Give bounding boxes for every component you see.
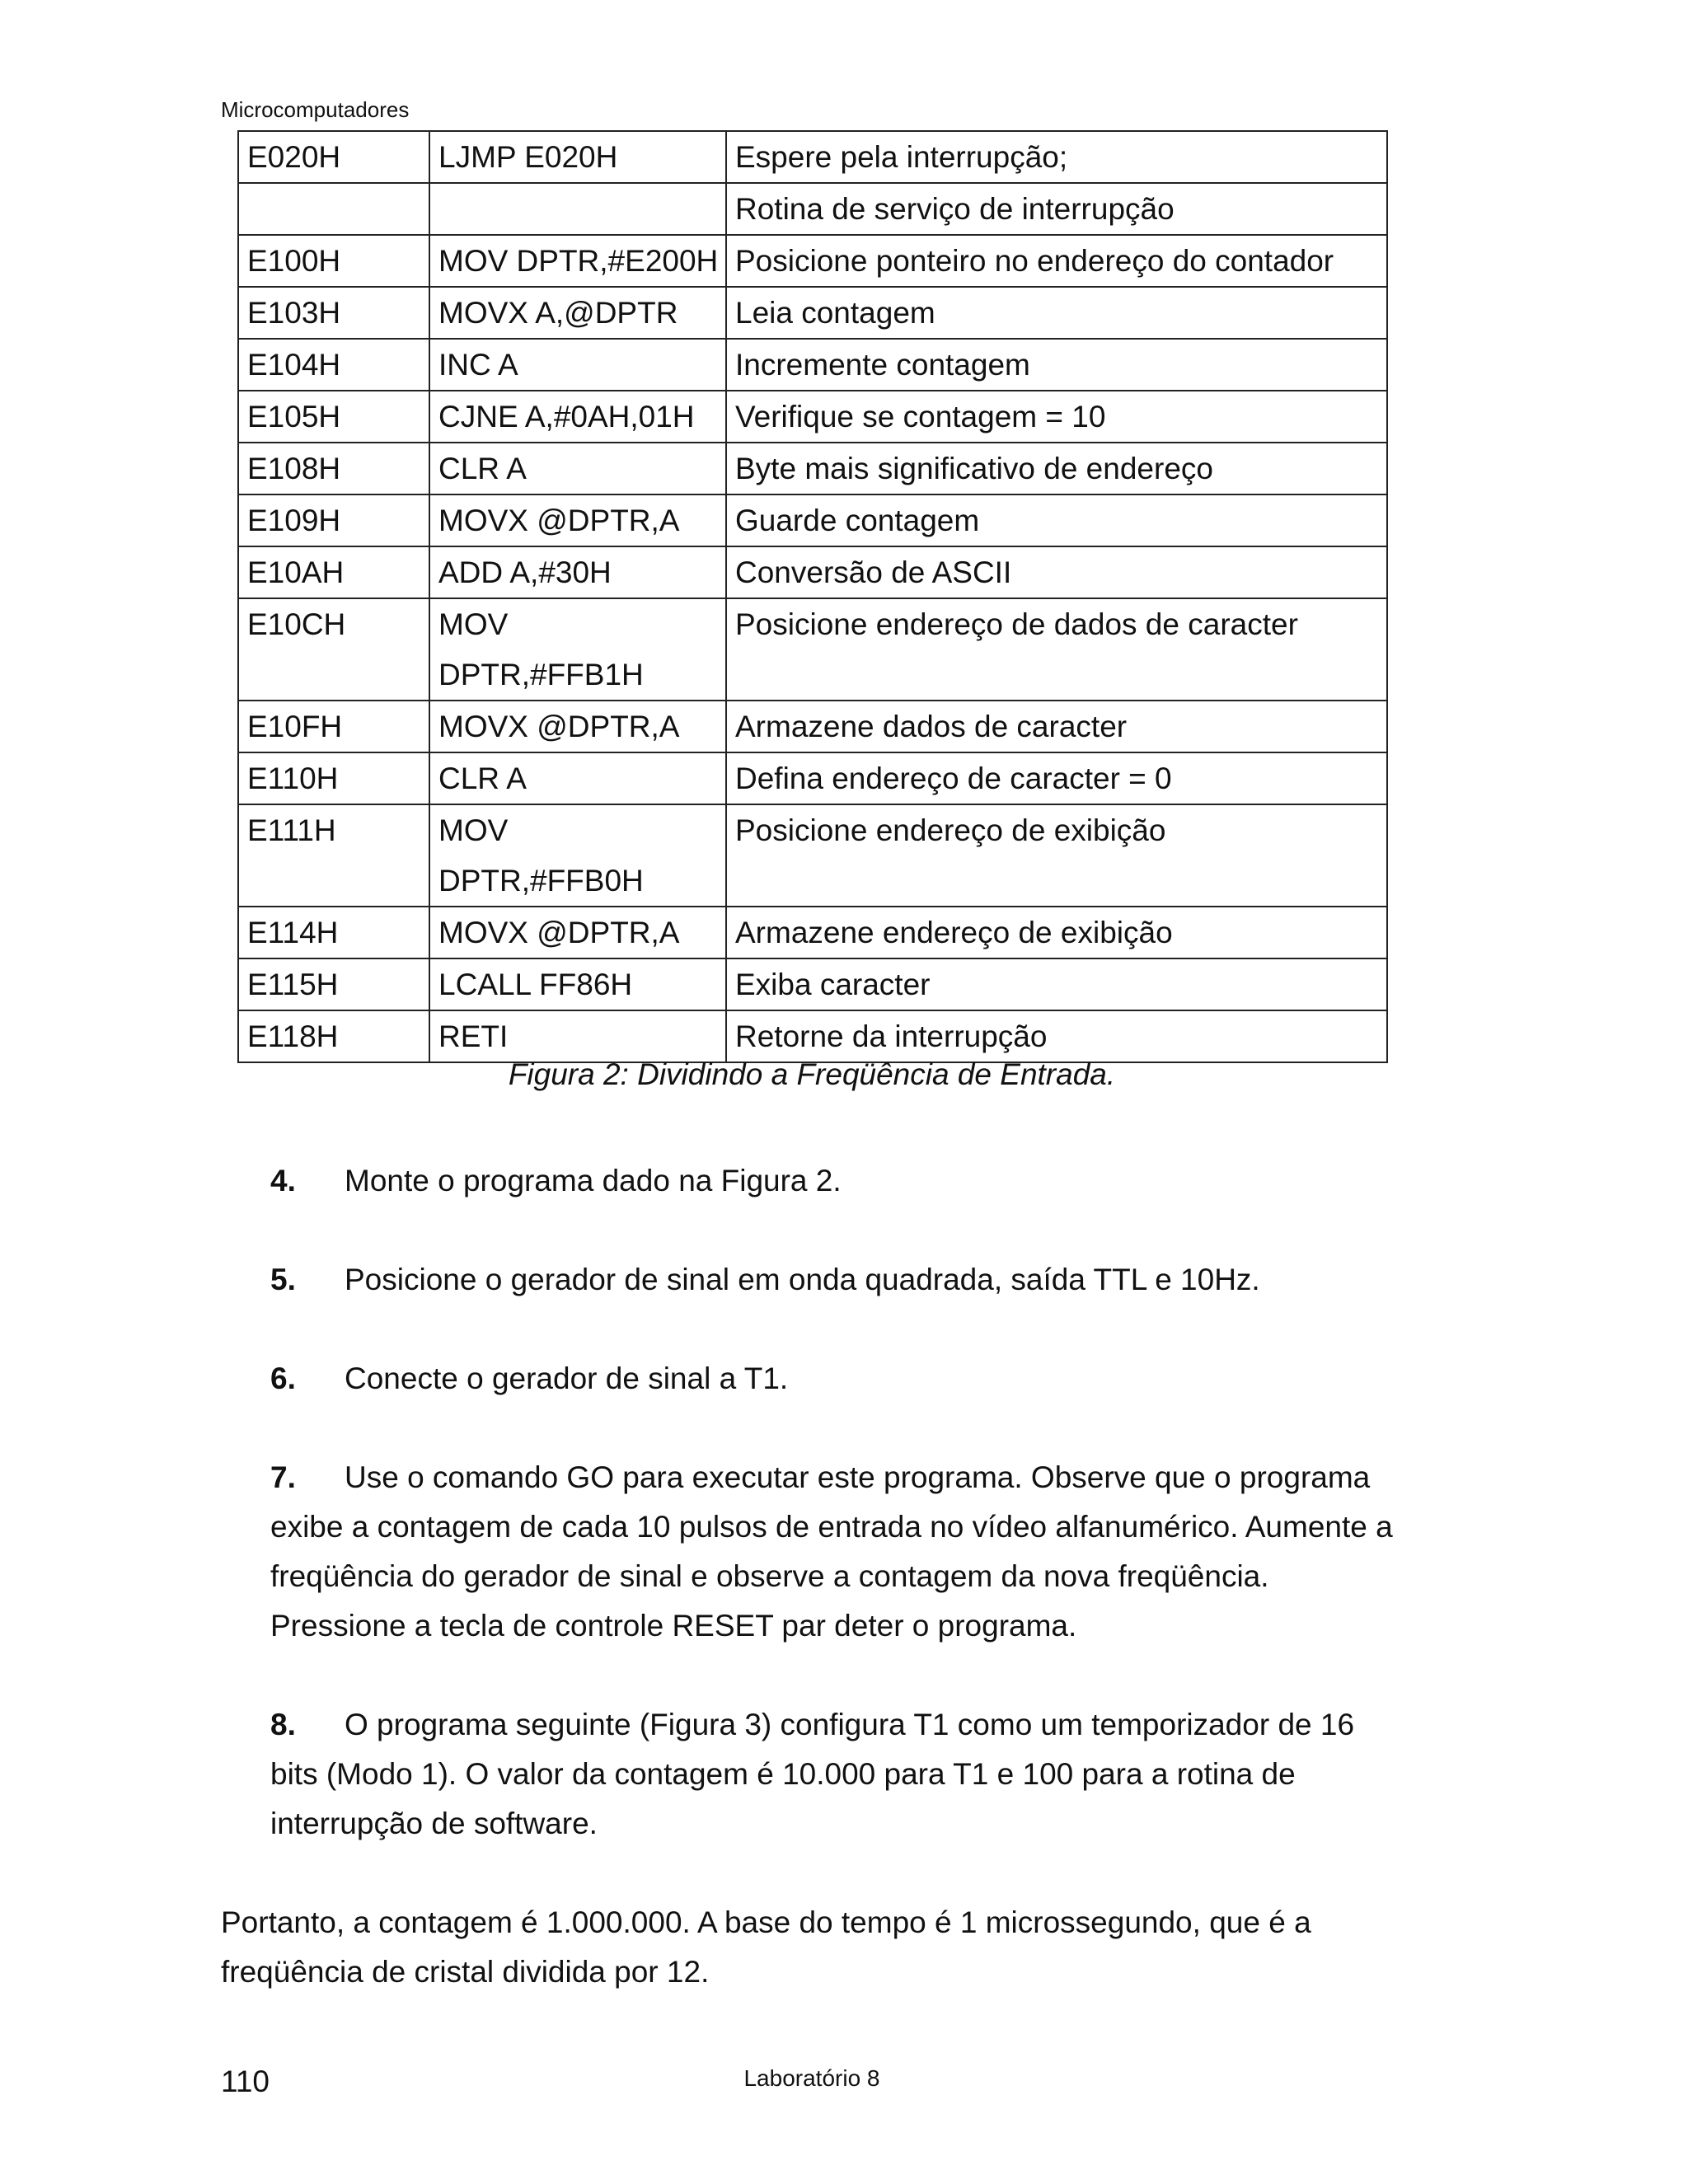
- instruction-cell: MOVX @DPTR,A: [429, 701, 726, 752]
- instruction-cell: INC A: [429, 339, 726, 391]
- address-cell: E10AH: [238, 546, 429, 598]
- step-number: 5.: [270, 1263, 296, 1296]
- figure-caption: Figura 2: Dividindo a Freqüência de Entrada.: [508, 1057, 1116, 1091]
- table-row: [238, 701, 1387, 752]
- table-row: [238, 804, 1387, 907]
- body-paragraph: Portanto, a contagem é 1.000.000. A base do tempo é 1 microssegundo, que é a freqüência de cristal dividida por 12.: [221, 1905, 1311, 1989]
- table-row: [238, 1010, 1387, 1062]
- address-cell: E10FH: [238, 701, 429, 752]
- comment-cell: Armazene endereço de exibição: [726, 907, 1387, 958]
- address-cell: E10CH: [238, 598, 429, 701]
- step-item: [270, 1255, 1408, 1305]
- table-row: [238, 443, 1387, 494]
- table-row: [238, 752, 1387, 804]
- address-cell: [238, 183, 429, 235]
- page-number: 110: [221, 2064, 270, 2098]
- address-cell: E115H: [238, 958, 429, 1010]
- address-cell: E114H: [238, 907, 429, 958]
- address-cell: E118H: [238, 1010, 429, 1062]
- table-row: [238, 287, 1387, 339]
- comment-cell: Byte mais significativo de endereço: [726, 443, 1387, 494]
- comment-cell: Defina endereço de caracter = 0: [726, 752, 1387, 804]
- instruction-cell: MOV DPTR,#E200H: [429, 235, 726, 287]
- address-cell: E108H: [238, 443, 429, 494]
- table-row: [238, 494, 1387, 546]
- instruction-cell: MOV DPTR,#FFB1H: [429, 598, 726, 701]
- address-cell: E109H: [238, 494, 429, 546]
- comment-cell: Guarde contagem: [726, 494, 1387, 546]
- address-cell: E020H: [238, 131, 429, 183]
- instruction-cell: CLR A: [429, 752, 726, 804]
- step-text: Posicione o gerador de sinal em onda quadrada, saída TTL e 10Hz.: [345, 1263, 1260, 1296]
- comment-cell: Verifique se contagem = 10: [726, 391, 1387, 443]
- instruction-cell: LCALL FF86H: [429, 958, 726, 1010]
- instruction-cell: [429, 183, 726, 235]
- instruction-cell: LJMP E020H: [429, 131, 726, 183]
- table-row: [238, 907, 1387, 958]
- step-item: [270, 1156, 1408, 1206]
- step-text: Monte o programa dado na Figura 2.: [345, 1164, 842, 1197]
- comment-cell: Conversão de ASCII: [726, 546, 1387, 598]
- step-number: 6.: [270, 1361, 296, 1395]
- table-row: [238, 235, 1387, 287]
- step-item: [270, 1354, 1408, 1404]
- address-cell: E110H: [238, 752, 429, 804]
- instruction-cell: MOV DPTR,#FFB0H: [429, 804, 726, 907]
- program-listing-table: [237, 130, 1388, 1063]
- step-number: 8.: [270, 1708, 296, 1741]
- step-number: 4.: [270, 1164, 296, 1197]
- instruction-cell: CJNE A,#0AH,01H: [429, 391, 726, 443]
- comment-cell: Incremente contagem: [726, 339, 1387, 391]
- comment-cell: Posicione endereço de dados de caracter: [726, 598, 1387, 701]
- address-cell: E105H: [238, 391, 429, 443]
- table-row: [238, 131, 1387, 183]
- address-cell: E103H: [238, 287, 429, 339]
- comment-cell: Posicione endereço de exibição: [726, 804, 1387, 907]
- comment-cell: Retorne da interrupção: [726, 1010, 1387, 1062]
- comment-cell: Posicione ponteiro no endereço do contador: [726, 235, 1387, 287]
- instruction-cell: MOVX @DPTR,A: [429, 494, 726, 546]
- comment-cell: Rotina de serviço de interrupção: [726, 183, 1387, 235]
- step-text: O programa seguinte (Figura 3) configura T1 como um temporizador de 16 bits (Modo 1). O valor da contagem é 10.000 para T1 e 100 para a rotina de interrupção de software.: [270, 1708, 1355, 1840]
- address-cell: E100H: [238, 235, 429, 287]
- step-text: Use o comando GO para executar este programa. Observe que o programa exibe a contagem de cada 10 pulsos de entrada no vídeo alfanumérico. Aumente a freqüência do gerador de sinal e observe a contagem da nova freqüência. Pressione a tecla de controle RESET par deter o programa.: [270, 1460, 1393, 1643]
- address-cell: E111H: [238, 804, 429, 907]
- step-item: [270, 1453, 1408, 1651]
- running-header: Microcomputadores: [221, 97, 410, 122]
- table-row: [238, 391, 1387, 443]
- instruction-cell: MOVX A,@DPTR: [429, 287, 726, 339]
- comment-cell: Armazene dados de caracter: [726, 701, 1387, 752]
- step-item: [270, 1700, 1408, 1849]
- instruction-cell: ADD A,#30H: [429, 546, 726, 598]
- step-number: 7.: [270, 1460, 296, 1494]
- table-row: [238, 546, 1387, 598]
- table-row: [238, 339, 1387, 391]
- comment-cell: Leia contagem: [726, 287, 1387, 339]
- table-row: [238, 183, 1387, 235]
- instruction-cell: CLR A: [429, 443, 726, 494]
- comment-cell: Exiba caracter: [726, 958, 1387, 1010]
- step-text: Conecte o gerador de sinal a T1.: [345, 1361, 789, 1395]
- address-cell: E104H: [238, 339, 429, 391]
- table-row: [238, 958, 1387, 1010]
- instruction-cell: RETI: [429, 1010, 726, 1062]
- comment-cell: Espere pela interrupção;: [726, 131, 1387, 183]
- footer-label: Laboratório 8: [743, 2065, 880, 2091]
- instruction-cell: MOVX @DPTR,A: [429, 907, 726, 958]
- table-row: [238, 598, 1387, 701]
